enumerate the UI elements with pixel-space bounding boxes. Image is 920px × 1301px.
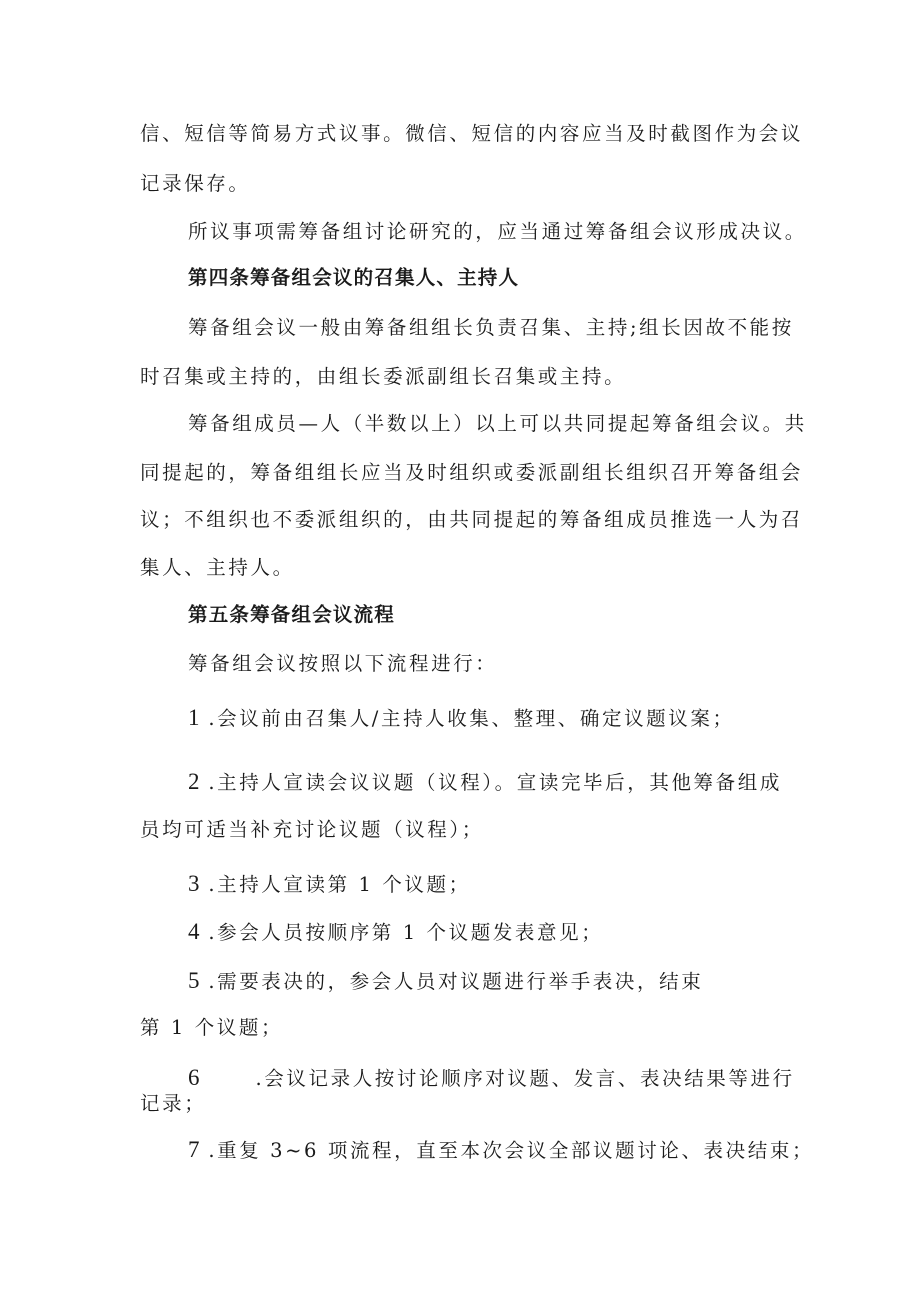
step-number: 5 [188, 968, 200, 993]
step-number: 6 [188, 1065, 200, 1090]
list-item [188, 1138, 814, 1161]
paragraph-line: 议；不组织也不委派组织的，由共同提起的筹备组成员推选一人为召 [140, 508, 804, 531]
step-number: 1 [188, 705, 200, 730]
paragraph-line: 时召集或主持的，由组长委派副组长召集或主持。 [140, 365, 627, 388]
list-item-continuation: 第 1 个议题； [140, 1016, 284, 1039]
paragraph-line: 筹备组成员—人（半数以上）以上可以共同提起筹备组会议。共 [188, 412, 807, 435]
paragraph-line: 集人、主持人。 [140, 556, 295, 579]
paragraph-line: 同提起的，筹备组组长应当及时组织或委派副组长组织召开筹备组会 [140, 461, 804, 484]
list-item [188, 706, 735, 729]
step-text: .参会人员按顺序第 1 个议题发表意见； [208, 921, 604, 944]
list-item [188, 1066, 795, 1089]
paragraph-line: 记录保存。 [140, 172, 251, 195]
paragraph-line: 所议事项需筹备组讨论研究的，应当通过筹备组会议形成决议。 [188, 220, 807, 243]
list-item-continuation: 记录； [140, 1092, 207, 1115]
step-text: .会议前由召集人/主持人收集、整理、确定议题议案； [208, 707, 735, 730]
step-text: .主持人宣读第 1 个议题； [208, 873, 471, 896]
paragraph-line: 信、短信等简易方式议事。微信、短信的内容应当及时截图作为会议 [140, 122, 804, 145]
list-item [188, 920, 603, 943]
step-number: 4 [188, 919, 200, 944]
section-heading-article-5: 第五条筹备组会议流程 [188, 603, 396, 626]
step-text: .需要表决的，参会人员对议题进行举手表决，结束 [208, 970, 704, 993]
list-item-continuation: 员均可适当补充讨论议题（议程）； [140, 818, 484, 841]
step-number: 7 [188, 1137, 200, 1162]
step-text: .会议记录人按讨论顺序对议题、发言、表决结果等进行 [255, 1067, 795, 1090]
step-text: .主持人宣读会议议题（议程）。宣读完毕后，其他筹备组成 [208, 771, 782, 794]
paragraph-line: 筹备组会议一般由筹备组组长负责召集、主持;组长因故不能按 [188, 316, 794, 339]
list-item [188, 969, 703, 992]
section-heading-article-4: 第四条筹备组会议的召集人、主持人 [188, 266, 520, 289]
list-item [188, 872, 471, 895]
list-item [188, 770, 782, 793]
step-number: 3 [188, 871, 200, 896]
step-text: .重复 3~6 项流程，直至本次会议全部议题讨论、表决结束； [208, 1139, 815, 1162]
paragraph-line: 筹备组会议按照以下流程进行： [188, 652, 498, 675]
step-number: 2 [188, 769, 200, 794]
